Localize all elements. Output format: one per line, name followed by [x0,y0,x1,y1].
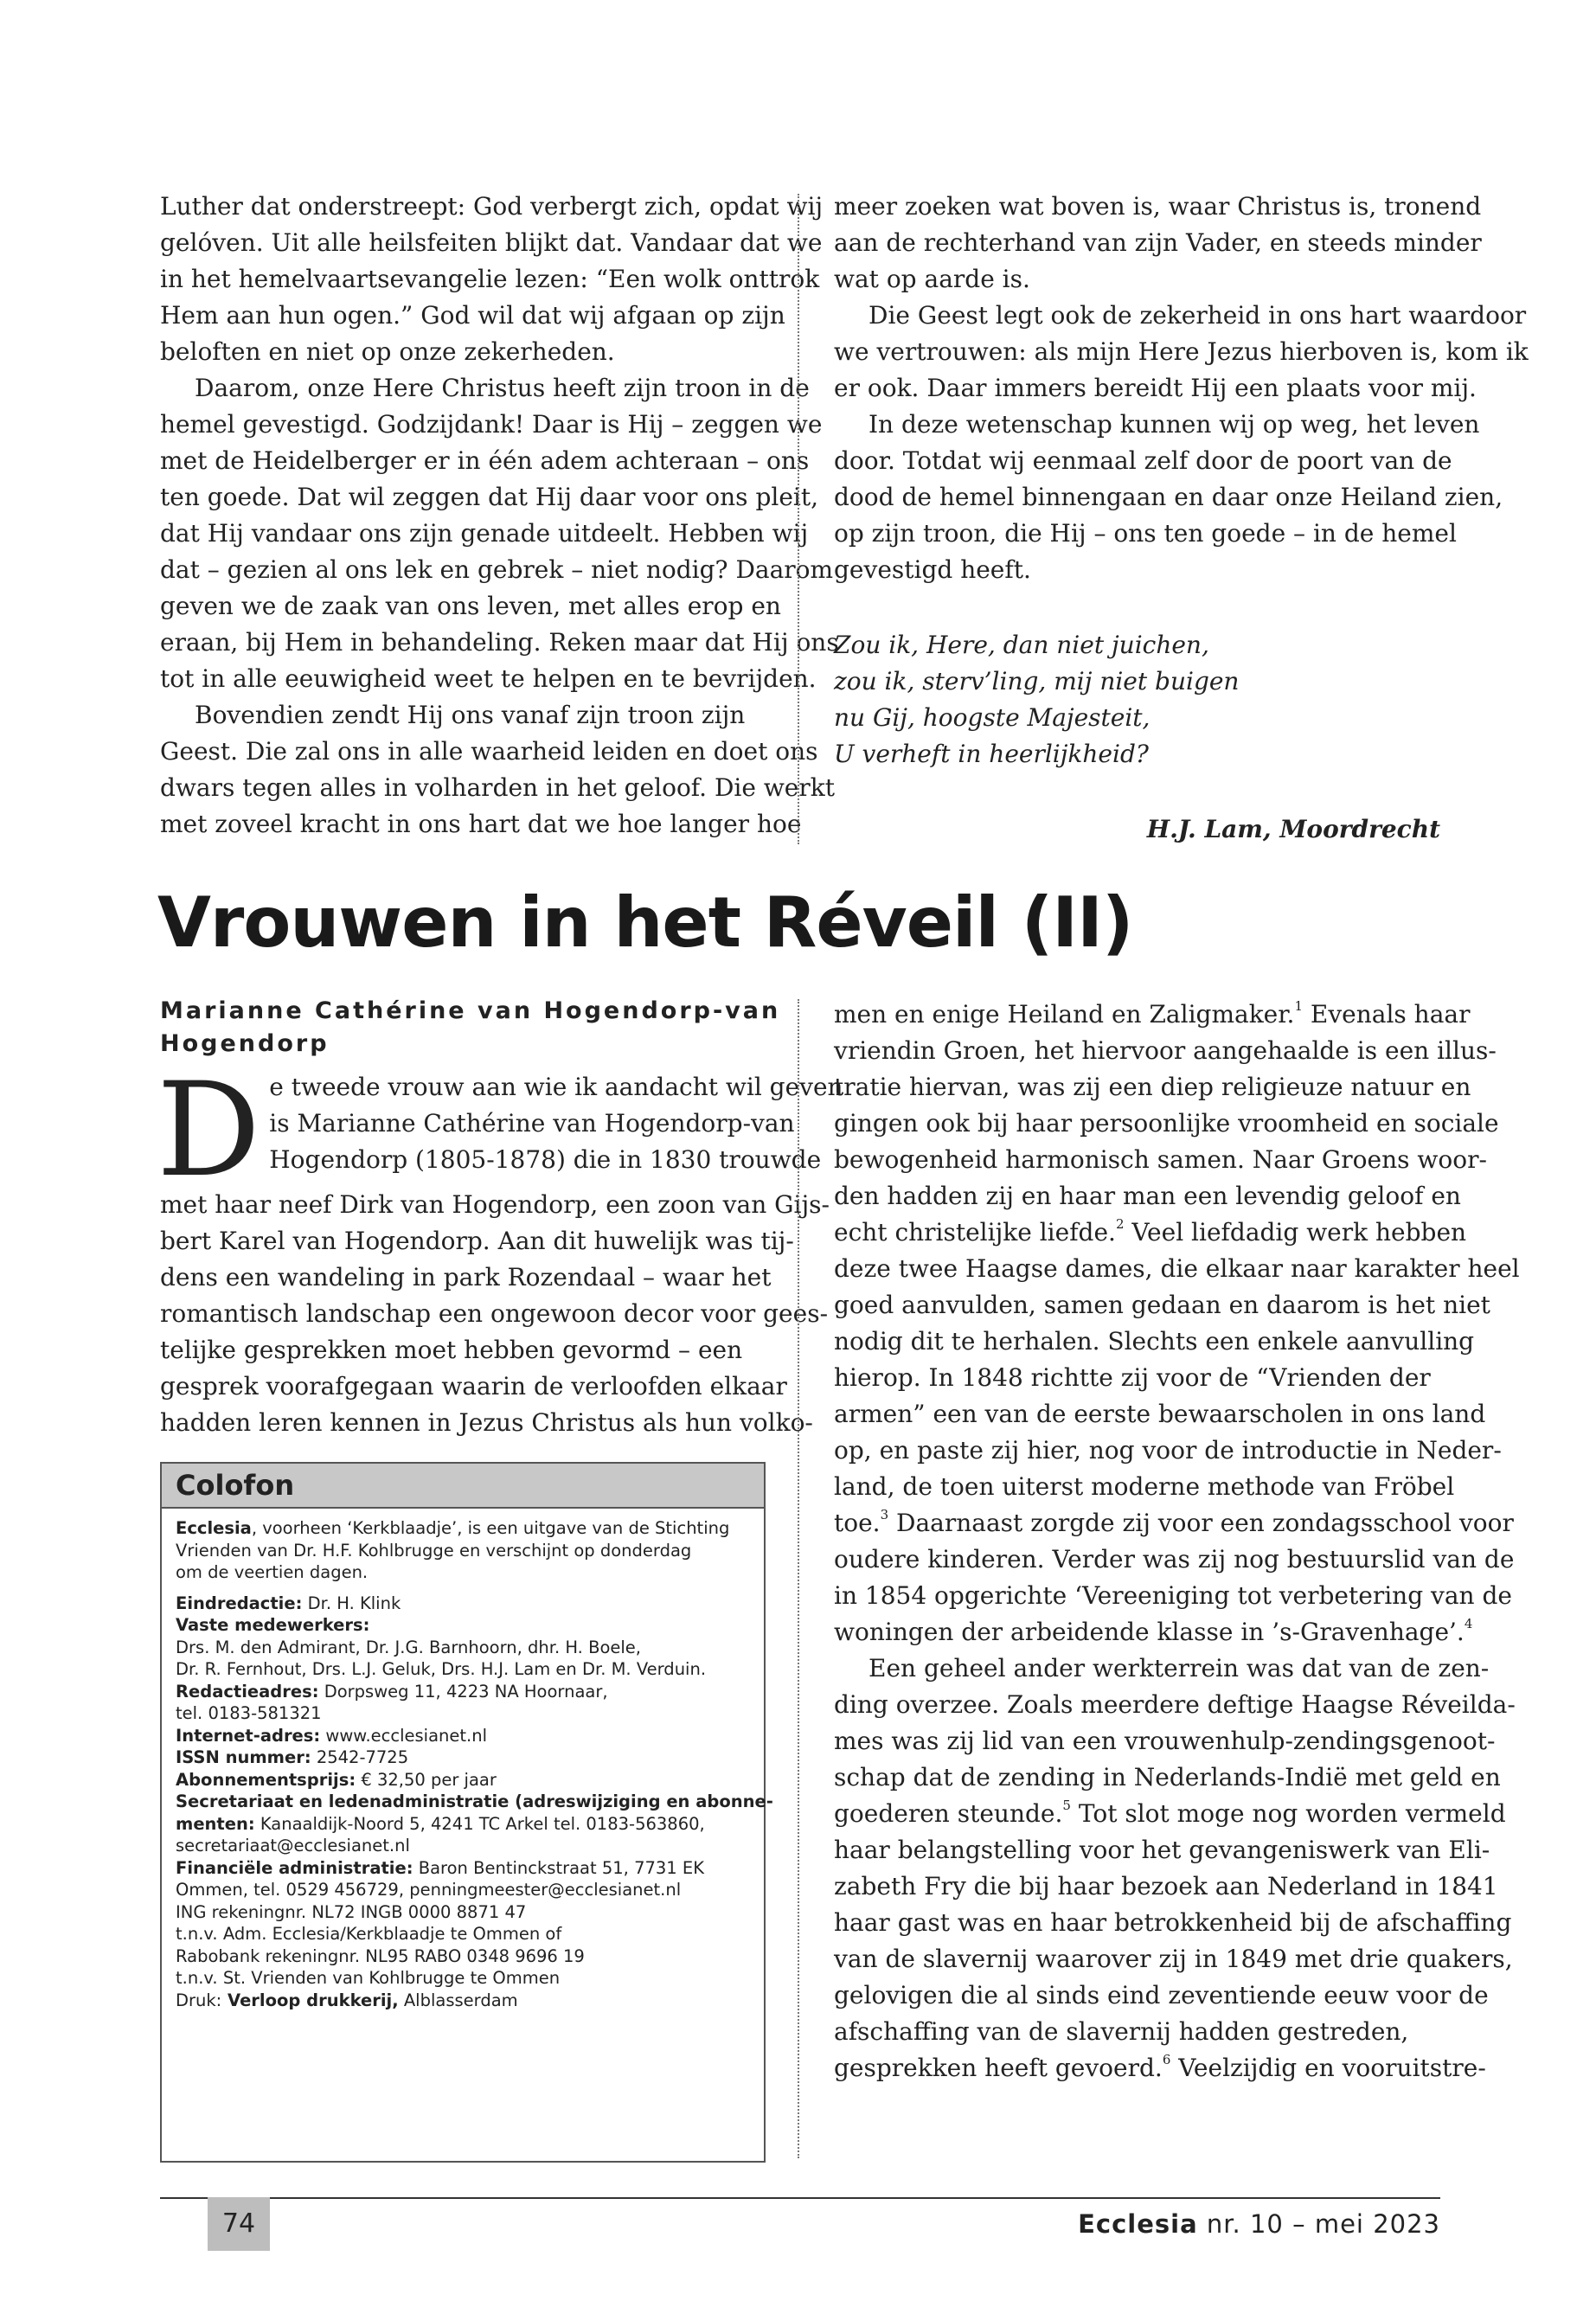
text-line: aan de rechterhand van zijn Vader, en steeds minder [834,228,1482,257]
colofon-line: ING rekeningnr. NL72 INGB 0000 8871 47 [176,1901,527,1922]
text-line: meer zoeken wat boven is, waar Christus is, tronend [834,192,1482,221]
website-link[interactable]: www.ecclesianet.nl [320,1725,488,1746]
previous-article-left-column [160,189,839,843]
colofon-line: tel. 0183-581321 [176,1703,322,1723]
text-line: dood de hemel binnengaan en daar onze Heiland zien, [834,483,1503,511]
colofon-line: Vaste medewerkers: [176,1615,370,1635]
colofon-line: Redactieadres: Dorpsweg 11, 4223 NA Hoornaar, [176,1681,608,1702]
footer-rule [160,2197,1440,2199]
text-line: tratie hiervan, was zij een diep religieuze natuur en [834,1073,1471,1101]
publication-name: Ecclesia [1078,2209,1198,2239]
colofon-line: t.n.v. Adm. Ecclesia/Kerkblaadje te Ommen of [176,1924,562,1944]
footnote-ref: 6 [1162,2052,1171,2067]
footnote-ref: 2 [1115,1216,1125,1232]
text-line: schap dat de zending in Nederlands-Indië met geld en [834,1763,1501,1791]
text-line: toe.$^3$ Daarnaast zorgde zij voor een zondagsschool voor [834,1507,1514,1537]
text-line: telijke gesprekken moet hebben gevormd – een [160,1336,743,1364]
text-line: op, en paste zij hier, nog voor de introductie in Neder- [834,1436,1502,1465]
text-line: gingen ook bij haar persoonlijke vroomheid en sociale [834,1109,1499,1138]
text-line: Hem aan hun ogen.” God wil dat wij afgaan op zijn [160,301,785,330]
colofon-line: Abonnementsprijs: € 32,50 per jaar [176,1769,497,1790]
text-line: mes was zij lid van een vrouwenhulp-zendingsgenoot- [834,1727,1496,1755]
column-divider [798,194,799,844]
text-line: dat Hij vandaar ons zijn genade uitdeelt. Hebben wij [160,519,809,548]
text-line: Hogendorp (1805-1878) die in 1830 trouwde [269,1145,822,1174]
colofon-line: Vrienden van Dr. H.F. Kohlbrugge en verschijnt op donderdag [176,1540,692,1561]
text-line: zabeth Fry die bij haar bezoek aan Nederland in 1841 [834,1872,1498,1900]
text-line: goederen steunde.$^5$ Tot slot moge nog worden vermeld [834,1798,1506,1828]
poem-line: zou ik, sterv’ling, mij niet buigen [834,667,1240,695]
text-line: tot in alle eeuwigheid weet te helpen en te bevrijden. [160,664,817,693]
column-divider [798,999,799,2158]
author-signature: H.J. Lam, Moordrecht [1146,815,1440,843]
text-line: geven we de zaak van ons leven, met alles erop en [160,592,781,620]
text-line: land, de toen uiterst moderne methode van Fröbel [834,1472,1455,1501]
colofon-line: Eindredactie: Dr. H. Klink [176,1593,401,1613]
text-line: ten goede. Dat wil zeggen dat Hij daar voor ons pleit, [160,483,819,511]
text-line: beloften en niet op onze zekerheden. [160,337,615,366]
article-title: Vrouwen in het Réveil (II) [157,882,1133,963]
issue-info: nr. 10 – mei 2023 [1197,2209,1440,2239]
text-line: Die Geest legt ook de zekerheid in ons hart waardoor [869,301,1527,330]
colofon-line: t.n.v. St. Vrienden van Kohlbrugge te Ommen [176,1968,561,1988]
text-line: we vertrouwen: als mijn Here Jezus hierboven is, kom ik [834,337,1529,366]
text-line: dens een wandeling in park Rozendaal – waar het [160,1263,772,1292]
text-line: woningen der arbeidende klasse in ’s-Gravenhage’.$^4$ [834,1616,1473,1646]
colofon-line: om de veertien dagen. [176,1562,369,1582]
article-left-column [157,1055,843,1441]
text-line: met zoveel kracht in ons hart dat we hoe langer hoe [160,810,802,838]
text-line: met de Heidelberger er in één adem achteraan – ons [160,446,810,475]
text-line: Geest. Die zal ons in alle waarheid leiden en doet ons [160,737,818,766]
colofon-content [162,1509,773,2011]
text-line: haar belangstelling voor het gevangeniswerk van Eli- [834,1836,1490,1864]
colofon-line: Ommen, tel. 0529 456729, penningmeester@ecclesianet.nl [176,1880,682,1900]
text-line: van de slavernij waarover zij in 1849 met drie quakers, [834,1945,1513,1973]
subtitle-line: Marianne Cathérine van Hogendorp-van [160,997,781,1024]
text-line: door. Totdat wij eenmaal zelf door de poort van de [834,446,1452,475]
poem-line: U verheft in heerlijkheid? [834,740,1149,768]
text-line: afschaffing van de slavernij hadden gestreden, [834,2017,1409,2046]
text-line: Luther dat onderstreept: God verbergt zich, opdat wij [160,192,824,221]
text-line: dat – gezien al ons lek en gebrek – niet nodig? Daarom [160,555,834,584]
text-line: gelovigen die al sinds eind zeventiende eeuw voor de [834,1981,1489,2009]
colofon-line: Druk: Verloop drukkerij, Alblasserdam [176,1990,518,2010]
text-line: op zijn troon, die Hij – ons ten goede – in de hemel [834,519,1457,548]
poem-line: Zou ik, Here, dan niet juichen, [834,631,1209,659]
footnote-ref: 5 [1062,1798,1071,1813]
colofon-line: Secretariaat en ledenadministratie (adreswijziging en abonne- [176,1791,773,1811]
text-line: dwars tegen alles in volharden in het geloof. Die werkt [160,773,835,802]
text-line: hemel gevestigd. Godzijdank! Daar is Hij – zeggen we [160,410,823,439]
text-line: echt christelijke liefde.$^2$ Veel liefdadig werk hebben [834,1216,1467,1247]
colofon-line: Rabobank rekeningnr. NL95 RABO 0348 9696 19 [176,1945,585,1966]
text-line: Bovendien zendt Hij ons vanaf zijn troon zijn [195,701,746,729]
dropcap-letter: D [157,1055,261,1206]
email-link[interactable]: secretariaat@ecclesianet.nl [176,1836,410,1856]
text-line: In deze wetenschap kunnen wij op weg, het leven [869,410,1480,439]
text-line: oudere kinderen. Verder was zij nog bestuurslid van de [834,1545,1515,1574]
footnote-ref: 4 [1464,1616,1473,1631]
poem-line: nu Gij, hoogste Majesteit, [834,703,1151,732]
colofon-title: Colofon [162,1464,764,1509]
text-line: eraan, bij Hem in behandeling. Reken maar dat Hij ons [160,628,839,657]
publication-info [1078,2209,1440,2239]
article-right-column [834,997,1520,2086]
text-line: gevestigd heeft. [834,555,1031,584]
colofon-line: ISSN nummer: 2542-7725 [176,1747,409,1767]
text-line: vriendin Groen, het hiervoor aangehaalde is een illus- [834,1036,1497,1065]
footnote-ref: 3 [880,1507,889,1522]
text-line: men en enige Heiland en Zaligmaker.$^1$ Evenals haar [834,998,1471,1029]
text-line: romantisch landschap een ongewoon decor voor gees- [160,1299,829,1328]
text-line: met haar neef Dirk van Hogendorp, een zoon van Gijs- [160,1190,830,1219]
colofon-line: Dr. R. Fernhout, Drs. L.J. Geluk, Drs. H.J. Lam en Dr. M. Verduin. [176,1659,707,1679]
text-line: armen” een van de eerste bewaarscholen in ons land [834,1400,1486,1428]
text-line: ding overzee. Zoals meerdere deftige Haagse Réveilda- [834,1690,1516,1719]
text-line: bert Karel van Hogendorp. Aan dit huwelijk was tij- [160,1227,794,1255]
colofon-line: Drs. M. den Admirant, Dr. J.G. Barnhoorn, dhr. H. Boele, [176,1637,642,1657]
colofon-line: Ecclesia, voorheen ‘Kerkblaadje’, is een uitgave van de Stichting [176,1518,730,1538]
text-line: Een geheel ander werkterrein was dat van de zen- [869,1654,1490,1682]
text-line: gelóven. Uit alle heilsfeiten blijkt dat. Vandaar dat we [160,228,823,257]
text-line: bewogenheid harmonisch samen. Naar Groens woor- [834,1145,1487,1174]
text-line: hierop. In 1848 richtte zij voor de “Vrienden der [834,1363,1431,1392]
text-line: hadden leren kennen in Jezus Christus als hun volko- [160,1408,813,1437]
colofon-line: Financiële administratie: Baron Bentinckstraat 51, 7731 EK [176,1857,704,1878]
article-subtitle [160,995,781,1061]
poem-quote [834,627,1239,772]
text-line: in het hemelvaartsevangelie lezen: “Een wolk onttrok [160,265,820,293]
colofon-line: menten: Kanaaldijk-Noord 5, 4241 TC Arkel tel. 0183-563860, [176,1813,705,1834]
text-line: gesprek voorafgegaan waarin de verloofden elkaar [160,1372,787,1400]
text-line: e tweede vrouw aan wie ik aandacht wil geven [269,1073,843,1101]
text-line: goed aanvulden, samen gedaan en daarom is het niet [834,1291,1490,1319]
text-line: wat op aarde is. [834,265,1030,293]
footnote-ref: 1 [1294,998,1303,1014]
page-number: 74 [208,2197,270,2251]
colofon-box [160,1462,773,2163]
text-line: den hadden zij en haar man een levendig geloof en [834,1182,1461,1210]
colofon-line: Internet-adres: www.ecclesianet.nl [176,1725,488,1746]
previous-article-right-column [834,189,1529,588]
text-line: nodig dit te herhalen. Slechts een enkele aanvulling [834,1327,1475,1356]
text-line: haar gast was en haar betrokkenheid bij de afschaffing [834,1908,1512,1937]
text-line: er ook. Daar immers bereidt Hij een plaats voor mij. [834,374,1477,402]
text-line: is Marianne Cathérine van Hogendorp-van [269,1109,795,1138]
text-line: in 1854 opgerichte ‘Vereeniging tot verbetering van de [834,1581,1512,1610]
subtitle-line: Hogendorp [160,1030,330,1057]
text-line: deze twee Haagse dames, die elkaar naar karakter heel [834,1254,1520,1283]
text-line: gesprekken heeft gevoerd.$^6$ Veelzijdig en vooruitstre- [834,2052,1486,2082]
text-line: Daarom, onze Here Christus heeft zijn troon in de [195,374,810,402]
